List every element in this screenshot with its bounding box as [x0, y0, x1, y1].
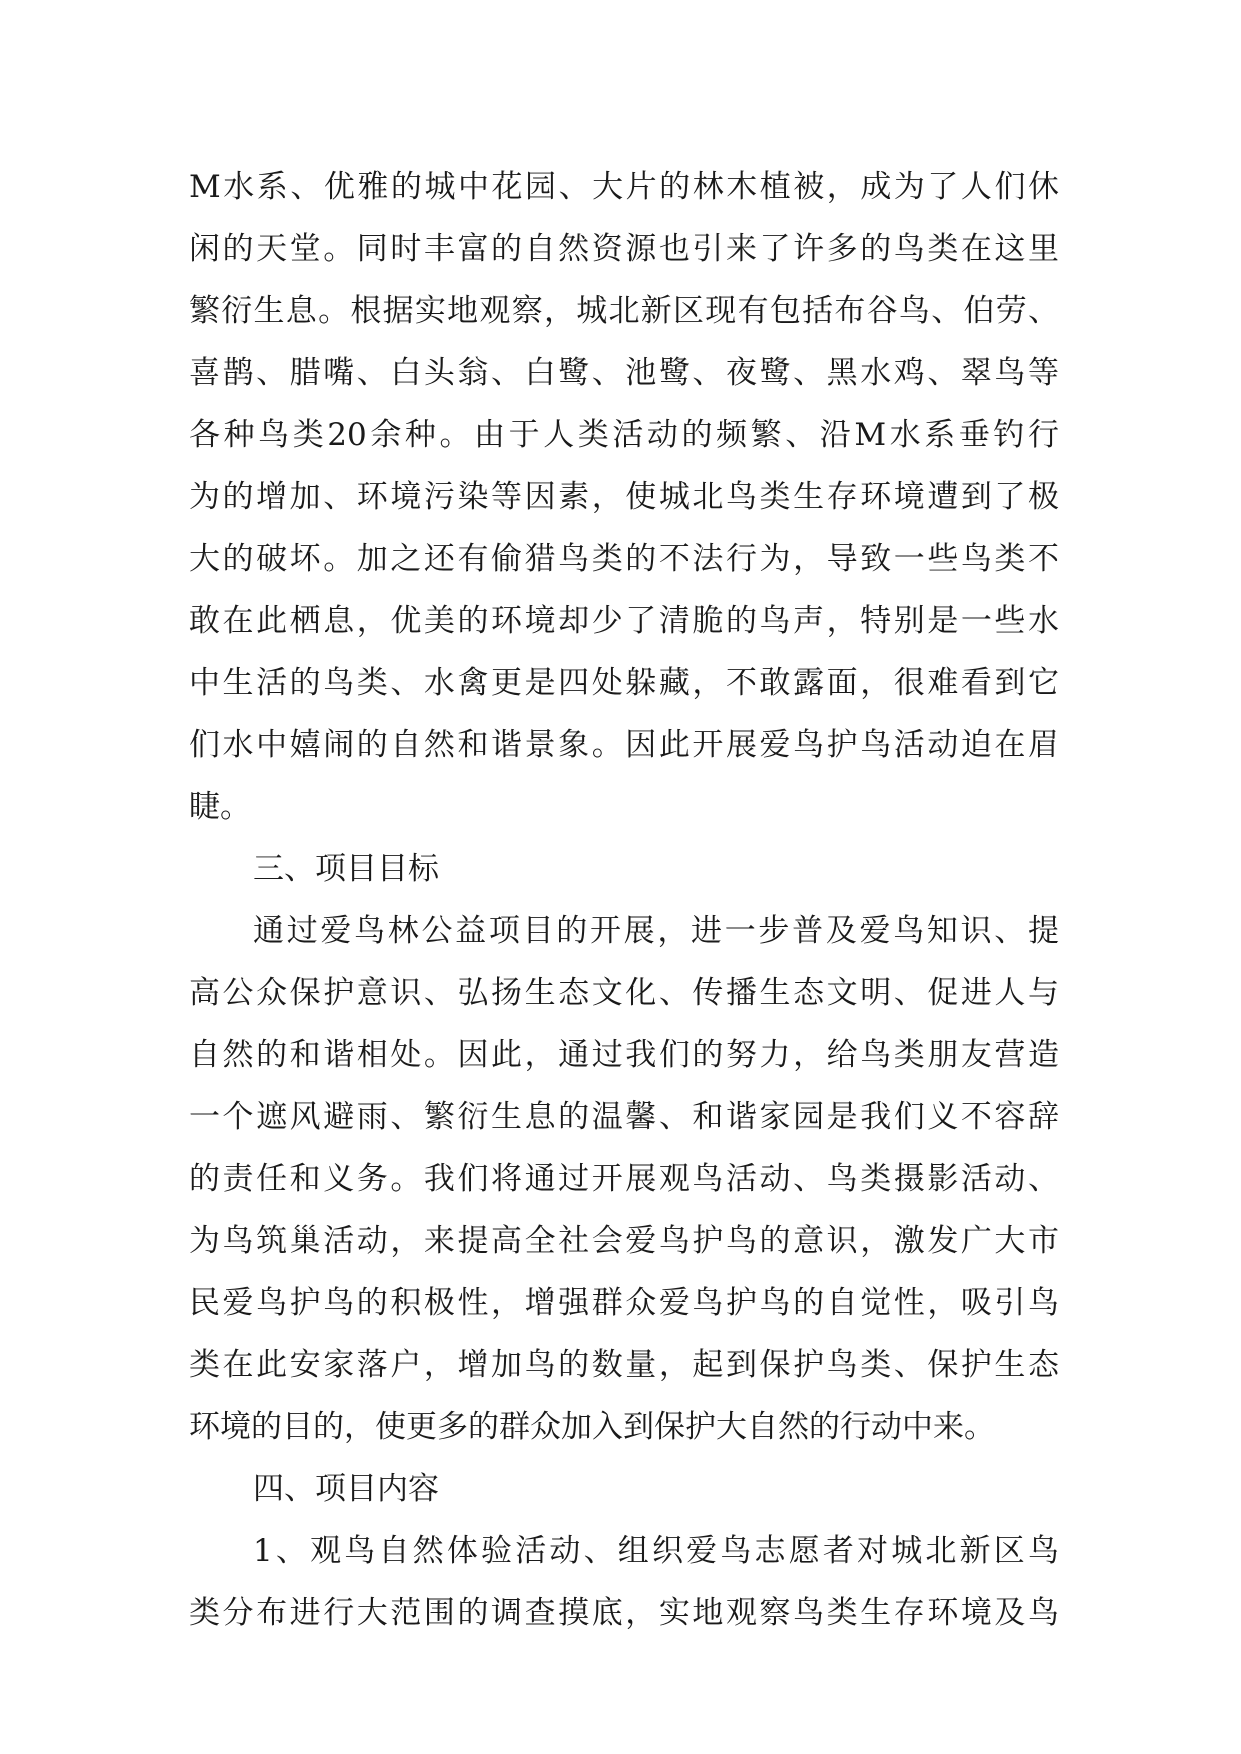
document-body — [189, 156, 1059, 1644]
text-line: 通过爱鸟林公益项目的开展，进一步普及爱鸟知识、提 — [253, 913, 1059, 949]
paragraph-content — [189, 1520, 1059, 1644]
text-line: 闲的天堂。同时丰富的自然资源也引来了许多的鸟类在这里 — [189, 231, 1059, 267]
text-line: 高公众保护意识、弘扬生态文化、传播生态文明、促进人与 — [189, 975, 1059, 1011]
text-line: 中生活的鸟类、水禽更是四处躲藏，不敢露面，很难看到它 — [189, 665, 1059, 701]
text-line: 睫。 — [189, 789, 251, 825]
text-line: 们水中嬉闹的自然和谐景象。因此开展爱鸟护鸟活动迫在眉 — [189, 727, 1059, 763]
text-line: 1、观鸟自然体验活动、组织爱鸟志愿者对城北新区鸟 — [253, 1533, 1059, 1569]
text-line: 民爱鸟护鸟的积极性，增强群众爱鸟护鸟的自觉性，吸引鸟 — [189, 1285, 1059, 1321]
paragraph-background — [189, 156, 1059, 838]
text-line: 自然的和谐相处。因此，通过我们的努力，给鸟类朋友营造 — [189, 1037, 1059, 1073]
text-line: 为鸟筑巢活动，来提高全社会爱鸟护鸟的意识，激发广大市 — [189, 1223, 1059, 1259]
section-heading-project-content: 四、项目内容 — [253, 1471, 439, 1507]
text-line: 各种鸟类20余种。由于人类活动的频繁、沿M水系垂钓行 — [189, 417, 1059, 453]
text-line: 敢在此栖息，优美的环境却少了清脆的鸟声，特别是一些水 — [189, 603, 1059, 639]
text-line: 一个遮风避雨、繁衍生息的温馨、和谐家园是我们义不容辞 — [189, 1099, 1059, 1135]
paragraph-goals — [189, 900, 1059, 1458]
section-heading-project-goals: 三、项目目标 — [253, 851, 439, 887]
text-line: 的责任和义务。我们将通过开展观鸟活动、鸟类摄影活动、 — [189, 1161, 1059, 1197]
text-line: 类在此安家落户，增加鸟的数量，起到保护鸟类、保护生态 — [189, 1347, 1059, 1383]
text-line: 繁衍生息。根据实地观察，城北新区现有包括布谷鸟、伯劳、 — [189, 293, 1059, 329]
text-line: 喜鹊、腊嘴、白头翁、白鹭、池鹭、夜鹭、黑水鸡、翠鸟等 — [189, 355, 1059, 391]
text-line: 大的破坏。加之还有偷猎鸟类的不法行为，导致一些鸟类不 — [189, 541, 1059, 577]
text-line: 为的增加、环境污染等因素，使城北鸟类生存环境遭到了极 — [189, 479, 1059, 515]
text-line: 类分布进行大范围的调查摸底，实地观察鸟类生存环境及鸟 — [189, 1595, 1059, 1631]
text-line: M水系、优雅的城中花园、大片的林木植被，成为了人们休 — [189, 169, 1059, 205]
text-line: 环境的目的，使更多的群众加入到保护大自然的行动中来。 — [189, 1409, 995, 1445]
